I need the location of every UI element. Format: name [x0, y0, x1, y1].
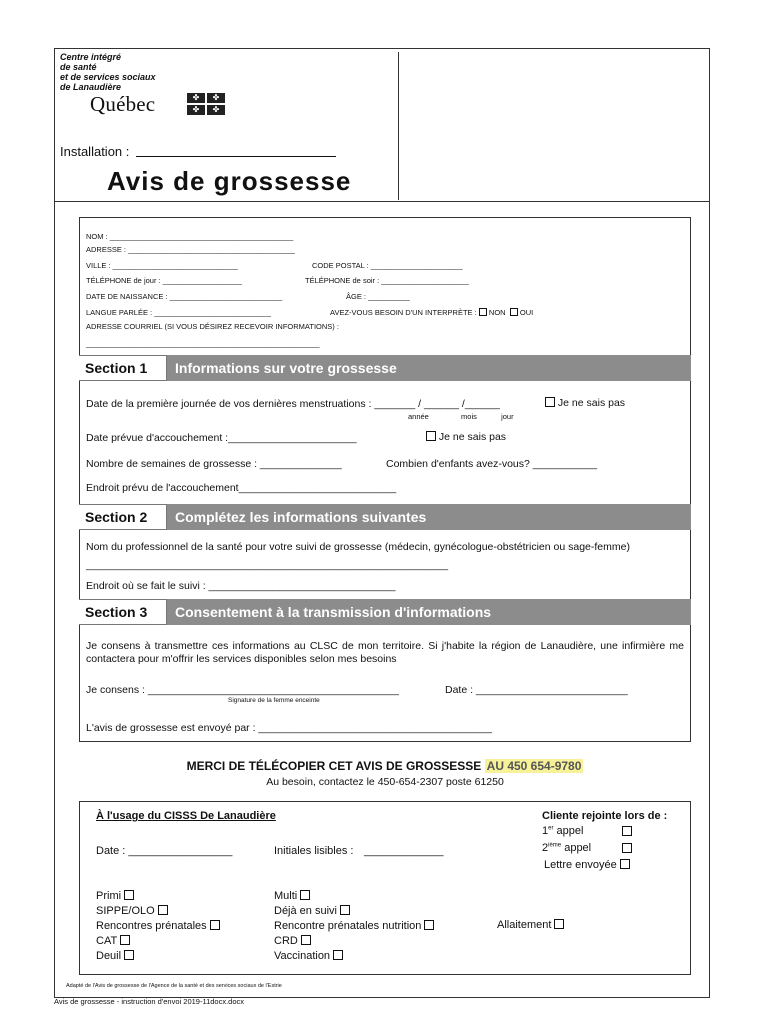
adresse-field[interactable]: ADRESSE : ________________________________________: [86, 245, 295, 254]
allaitement-checkbox[interactable]: [554, 919, 564, 929]
signature-caption: Signature de la femme enceinte: [228, 697, 320, 704]
cliente-rejointe-label: Cliente rejointe lors de :: [542, 810, 668, 822]
ddm-unknown-checkbox[interactable]: [545, 397, 555, 407]
tel-soir-field[interactable]: TÉLÉPHONE de soir : _____________________: [305, 276, 469, 285]
courriel-field[interactable]: ________________________________________________________: [86, 339, 320, 348]
section-1-number: Section 1: [79, 355, 167, 381]
rencontres-checkbox[interactable]: [210, 920, 220, 930]
consent-date-field[interactable]: Date : __________________________: [445, 684, 628, 696]
endroit-accouchement-field[interactable]: Endroit prévu de l'accouchement___________________________: [86, 482, 397, 494]
appel-2-suffix: ième: [548, 842, 562, 849]
enfants-field[interactable]: Combien d'enfants avez-vous? ___________: [386, 458, 597, 470]
ville-field[interactable]: VILLE : ______________________________: [86, 261, 238, 270]
org-line: et de services sociaux: [60, 72, 156, 82]
ne-sais-pas-label: Je ne sais pas: [438, 431, 507, 443]
consent-text: Je consens à transmettre ces informations au CLSC de mon territoire. Si j'habite la région de Lanaudière, une infirmière me contactera pour m'offrir les services disponibles selon mes besoins: [86, 640, 684, 665]
date-naissance-field[interactable]: DATE DE NAISSANCE : ___________________________: [86, 292, 283, 301]
langue-field[interactable]: LANGUE PARLÉE : ____________________________: [86, 308, 272, 317]
lettre-envoyee-checkbox[interactable]: [620, 859, 630, 869]
multi-row: [274, 889, 434, 904]
ddm-field[interactable]: Date de la première journée de vos dernières menstruations : _______ / ______ /______: [86, 398, 500, 410]
dpa-unknown: [426, 431, 506, 443]
interprete-question: [330, 308, 533, 317]
cat-label: CAT: [96, 935, 117, 947]
fax-number: AU 450 654-9780: [486, 759, 582, 773]
section-3-header: [79, 599, 691, 625]
nom-field[interactable]: NOM : ____________________________________________: [86, 232, 294, 241]
vaccination-row: [274, 949, 434, 964]
crd-label: CRD: [274, 935, 298, 947]
professionnel-field[interactable]: ______________________________________________________________: [86, 559, 449, 571]
usage-title: À l'usage du CISSS De Lanaudière: [96, 810, 276, 822]
multi-label: Multi: [274, 890, 298, 902]
org-line: de Lanaudière: [60, 82, 122, 92]
contact-info: Au besoin, contactez le 450-654-2307 poste 61250: [266, 776, 504, 788]
nutrition-checkbox[interactable]: [424, 920, 434, 930]
sippe-row: [96, 904, 220, 919]
appel-2-label: appel: [564, 842, 592, 854]
oui-label: OUI: [519, 308, 534, 317]
appel-1-row: [542, 825, 583, 837]
appel-2-checkbox[interactable]: [622, 843, 632, 853]
age-field[interactable]: ÂGE : __________: [346, 292, 410, 301]
interprete-label: AVEZ-VOUS BESOIN D'UN INTERPRÈTE :: [330, 308, 477, 317]
page-title: Avis de grossesse: [107, 166, 352, 196]
allaitement-row: [497, 919, 564, 931]
primi-checkbox[interactable]: [124, 890, 134, 900]
installation-field[interactable]: [136, 156, 336, 157]
appel-2-row: [542, 842, 591, 854]
tel-jour-field[interactable]: TÉLÉPHONE de jour : ___________________: [86, 276, 242, 285]
initiales-field[interactable]: _____________: [364, 845, 444, 857]
primi-label: Primi: [96, 890, 122, 902]
appel-1-label: appel: [556, 825, 584, 837]
semaines-field[interactable]: Nombre de semaines de grossesse : ______________: [86, 458, 342, 470]
header-rule: [54, 201, 710, 202]
deja-checkbox[interactable]: [340, 905, 350, 915]
ne-sais-pas-label: Je ne sais pas: [557, 397, 626, 409]
section-3-number: Section 3: [79, 599, 167, 625]
ddm-unknown: [545, 397, 625, 409]
header-divider: [398, 52, 399, 200]
vaccination-checkbox[interactable]: [333, 950, 343, 960]
section-2-title: Complétez les informations suivantes: [167, 504, 691, 530]
adaptation-note: Adapté de l'Avis de grossesse de l'Agence de la santé et des services sociaux de l'Estrie: [66, 983, 282, 989]
professionnel-label: Nom du professionnel de la santé pour votre suivi de grossesse (médecin, gynécologue-obstétricien ou sage-femme): [86, 541, 630, 553]
fax-instruction: [0, 759, 770, 773]
signature-field[interactable]: Je consens : ___________________________________________: [86, 684, 399, 696]
appel-1-number: 1: [542, 825, 549, 837]
nutrition-label: Rencontre prénatales nutrition: [274, 920, 422, 932]
lettre-envoyee-row: [544, 859, 630, 871]
file-name: Avis de grossesse - instruction d'envoi 2019-11docx.docx: [54, 997, 245, 1006]
deja-row: [274, 904, 434, 919]
nutrition-row: [274, 919, 434, 934]
deuil-label: Deuil: [96, 950, 122, 962]
appel-2-number: 2: [542, 842, 549, 854]
lettre-envoyee-label: Lettre envoyée: [544, 859, 617, 871]
deja-label: Déjà en suivi: [274, 905, 337, 917]
interprete-oui-checkbox[interactable]: [510, 308, 518, 316]
sippe-checkbox[interactable]: [158, 905, 168, 915]
primi-row: [96, 889, 220, 904]
allaitement-label: Allaitement: [497, 919, 552, 931]
org-line: de santé: [60, 62, 97, 72]
sippe-label: SIPPE/OLO: [96, 905, 155, 917]
section-3-title: Consentement à la transmission d'informations: [167, 599, 691, 625]
code-postal-field[interactable]: CODE POSTAL : ______________________: [312, 261, 463, 270]
org-line: Centre intégré: [60, 52, 122, 62]
cat-row: [96, 934, 220, 949]
crd-row: [274, 934, 434, 949]
fax-instruction-text: MERCI DE TÉLÉCOPIER CET AVIS DE GROSSESSE: [186, 759, 482, 773]
usage-left-column: [96, 889, 220, 964]
organization-name: [60, 52, 156, 92]
usage-middle-column: [274, 889, 434, 964]
rencontres-label: Rencontres prénatales: [96, 920, 207, 932]
quebec-flag-icon: ✤ ✤ ✤ ✤: [187, 93, 225, 115]
multi-checkbox[interactable]: [300, 890, 310, 900]
courriel-label: ADRESSE COURRIEL (SI VOUS DÉSIREZ RECEVOIR INFORMATIONS) :: [86, 322, 339, 331]
jour-label: jour: [501, 412, 514, 421]
crd-checkbox[interactable]: [301, 935, 311, 945]
appel-1-checkbox[interactable]: [622, 826, 632, 836]
dpa-field[interactable]: Date prévue d'accouchement :______________________: [86, 432, 357, 444]
section-1-title: Informations sur votre grossesse: [167, 355, 691, 381]
interprete-non-checkbox[interactable]: [479, 308, 487, 316]
mois-label: mois: [461, 412, 477, 421]
date-format-hint: [408, 412, 514, 421]
dpa-unknown-checkbox[interactable]: [426, 431, 436, 441]
suivi-field[interactable]: Endroit où se fait le suivi : ________________________________: [86, 580, 396, 592]
section-2-number: Section 2: [79, 504, 167, 530]
section-2-header: [79, 504, 691, 530]
installation-label: Installation :: [60, 144, 130, 159]
appel-1-suffix: er: [548, 825, 554, 832]
initiales-label: Initiales lisibles :: [274, 845, 354, 857]
deuil-row: [96, 949, 220, 964]
annee-label: année: [408, 412, 429, 421]
section-1-header: [79, 355, 691, 381]
usage-date-field[interactable]: Date : _________________: [96, 845, 233, 857]
non-label: NON: [488, 308, 506, 317]
deuil-checkbox[interactable]: [124, 950, 134, 960]
vaccination-label: Vaccination: [274, 950, 331, 962]
quebec-logo-text: Québec: [90, 92, 156, 116]
envoye-par-field[interactable]: L'avis de grossesse est envoyé par : ________________________________________: [86, 722, 493, 734]
rencontres-row: [96, 919, 220, 934]
cat-checkbox[interactable]: [120, 935, 130, 945]
